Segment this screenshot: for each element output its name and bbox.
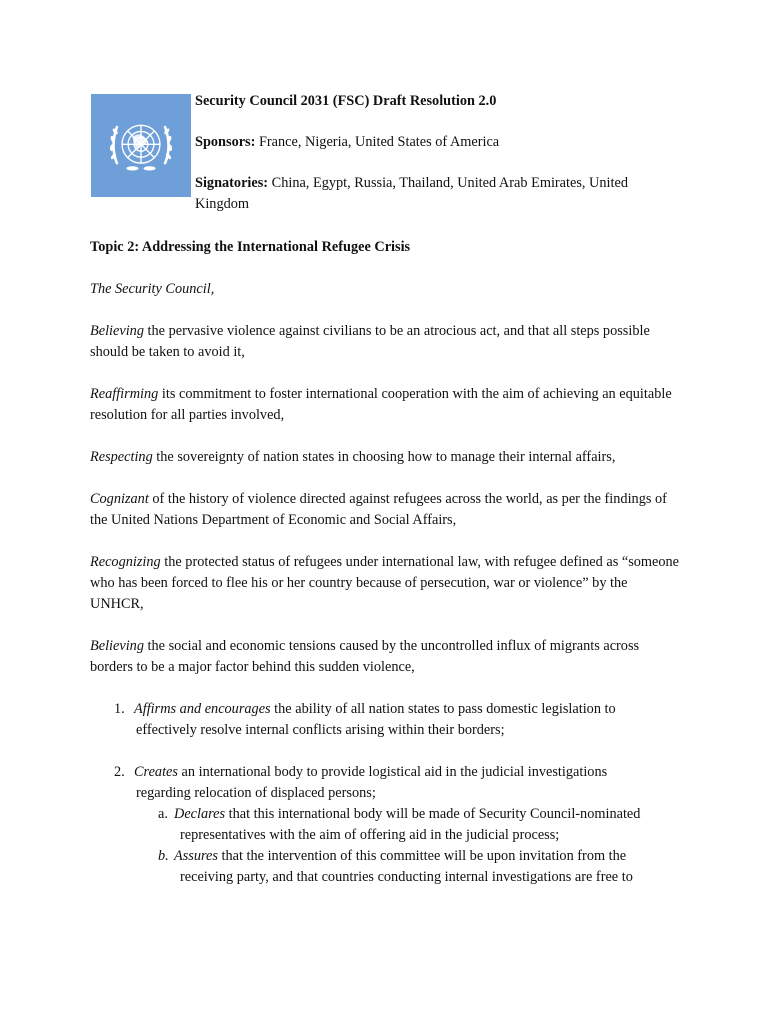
un-emblem-icon xyxy=(98,103,184,189)
sponsors-line: Sponsors: France, Nigeria, United States of America xyxy=(195,134,500,150)
preambulatory-clause: Cognizant of the history of violence directed against refugees across the world, as per the findings of the United Nations Department of Economic and Social Affairs, xyxy=(90,491,667,528)
resolution-title: Security Council 2031 (FSC) Draft Resolution 2.0 xyxy=(195,93,497,109)
topic-heading: Topic 2: Addressing the International Refugee Crisis xyxy=(90,239,411,255)
council-line: The Security Council, xyxy=(90,281,215,297)
sub-clauses xyxy=(90,804,680,888)
sub-clause-letter: a. xyxy=(158,806,168,822)
preambulatory-clause: Recognizing the protected status of refugees under international law, with refugee defined as “someone who has been forced to flee his or her country because of persecution, war or violence” by the UNHCR, xyxy=(90,554,680,612)
un-emblem-logo xyxy=(91,94,191,197)
clause-number: 2. xyxy=(114,764,125,780)
preambulatory-clause: Believing the pervasive violence against civilians to be an atrocious act, and that all steps possible should be taken to avoid it, xyxy=(90,323,650,360)
sub-clause-letter: b. xyxy=(158,848,169,864)
resolution-body xyxy=(90,237,680,909)
preambulatory-clause: Reaffirming its commitment to foster international cooperation with the aim of achieving an equitable resolution for all parties involved, xyxy=(90,386,672,423)
resolution-header xyxy=(195,91,675,235)
operative-clauses xyxy=(90,699,680,888)
preambulatory-clause: Respecting the sovereignty of nation states in choosing how to manage their internal affairs, xyxy=(90,449,616,465)
preambulatory-clause: Believing the social and economic tensions caused by the uncontrolled influx of migrants across borders to be a major factor behind this sudden violence, xyxy=(90,638,640,675)
operative-clause: 2. Creates an international body to provide logistical aid in the judicial investigations regarding relocation of displaced persons; a. Declares that this international body will be made of Security Council-nominated representatives with the aim of offering aid in the judicial process; b. Assures that the intervention of this committee will be upon invitation from the receiving party, and that countries conducting internal investigations are free to xyxy=(90,762,680,888)
sub-clause: b. Assures that the intervention of this committee will be upon invitation from the receiving party, and that countries conducting internal investigations are free to xyxy=(158,848,633,885)
clause-number: 1. xyxy=(114,701,125,717)
operative-clause: 1. Affirms and encourages the ability of all nation states to pass domestic legislation to effectively resolve internal conflicts arising within their borders; xyxy=(114,701,616,738)
sub-clause: a. Declares that this international body will be made of Security Council-nominated representatives with the aim of offering aid in the judicial process; xyxy=(158,806,641,843)
signatories-line: Signatories: China, Egypt, Russia, Thailand, United Arab Emirates, United Kingdom xyxy=(195,175,628,212)
